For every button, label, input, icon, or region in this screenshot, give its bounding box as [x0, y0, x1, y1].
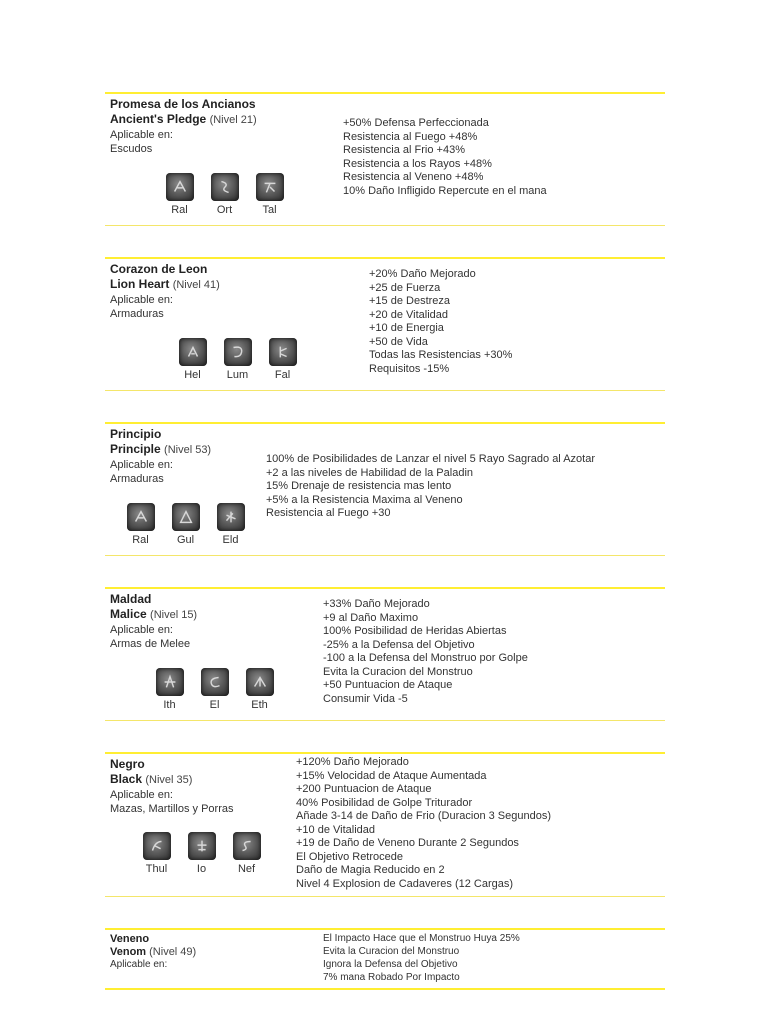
tal-rune-icon	[256, 173, 284, 201]
ral-rune-icon	[166, 173, 194, 201]
rune-el: El	[192, 668, 237, 711]
rune-io: Io	[179, 832, 224, 875]
separator	[105, 225, 665, 226]
runeword-lion-heart	[110, 262, 220, 321]
applicable-value: Armaduras	[110, 473, 164, 485]
separator	[105, 92, 665, 94]
applicable-label: Aplicable en:	[110, 129, 173, 141]
rune-thul: Thul	[134, 832, 179, 875]
rune-tal: Tal	[247, 173, 292, 216]
rune-list	[134, 832, 269, 875]
separator	[105, 390, 665, 391]
io-rune-icon	[188, 832, 216, 860]
ort-rune-icon	[211, 173, 239, 201]
runeword-name-es: Maldad	[110, 592, 152, 606]
rune-list	[170, 338, 305, 381]
separator	[105, 720, 665, 721]
applicable-label: Aplicable en:	[110, 459, 173, 471]
gul-rune-icon	[172, 503, 200, 531]
rune-list	[147, 668, 282, 711]
lum-rune-icon	[224, 338, 252, 366]
runeword-name-en: Principle (Nivel 53)	[110, 442, 212, 456]
applicable-label: Aplicable en:	[110, 789, 173, 801]
applicable-label: Aplicable en:	[110, 959, 168, 970]
property-list: +33% Daño Mejorado +9 al Daño Maximo 100% Posibilidad de Heridas Abiertas -25% a la Defensa del Objetivo -100 a la Defensa del Monstruo por Golpe Evita la Curacion del Monstruo +50 Puntuacion de Ataque Consumir Vida -5	[323, 598, 528, 705]
runeword-name-en: Ancient's Pledge (Nivel 21)	[110, 112, 257, 126]
separator	[105, 896, 665, 897]
eld-rune-icon	[217, 503, 245, 531]
rune-nef: Nef	[224, 832, 269, 875]
fal-rune-icon	[269, 338, 297, 366]
ith-rune-icon	[156, 668, 184, 696]
rune-list	[118, 503, 253, 546]
rune-fal: Fal	[260, 338, 305, 381]
runeword-name-en: Malice (Nivel 15)	[110, 607, 198, 621]
separator	[105, 555, 665, 556]
rune-hel: Hel	[170, 338, 215, 381]
runeword-malice	[110, 592, 197, 651]
runeword-name-es: Veneno	[110, 933, 150, 945]
separator	[105, 257, 665, 259]
applicable-value: Armaduras	[110, 308, 164, 320]
runeword-venom	[110, 933, 196, 971]
runeword-name-en: Black (Nivel 35)	[110, 772, 193, 786]
el-rune-icon	[201, 668, 229, 696]
rune-ral: Ral	[157, 173, 202, 216]
property-list: +20% Daño Mejorado +25 de Fuerza +15 de Destreza +20 de Vitalidad +10 de Energia +50 de Vida Todas las Resistencias +30% Requisitos -15%	[369, 268, 513, 375]
runeword-name-es: Promesa de los Ancianos	[110, 97, 256, 111]
hel-rune-icon	[179, 338, 207, 366]
ral-rune-icon	[127, 503, 155, 531]
rune-eld: Eld	[208, 503, 253, 546]
eth-rune-icon	[246, 668, 274, 696]
separator	[105, 988, 665, 990]
applicable-label: Aplicable en:	[110, 624, 173, 636]
runeword-name-es: Negro	[110, 757, 145, 771]
property-list: +120% Daño Mejorado +15% Velocidad de Ataque Aumentada +200 Puntuacion de Ataque 40% Posibilidad de Golpe Triturador Añade 3-14 de Daño de Frio (Duracion 3 Segundos) +10 de Vitalidad +19 de Daño de Veneno Durante 2 Segundos El Objetivo Retrocede Daño de Magia Reducido en 2 Nivel 4 Explosion de Cadaveres (12 Cargas)	[296, 756, 551, 890]
thul-rune-icon	[143, 832, 171, 860]
rune-ith: Ith	[147, 668, 192, 711]
rune-eth: Eth	[237, 668, 282, 711]
nef-rune-icon	[233, 832, 261, 860]
runeword-name-en: Venom (Nivel 49)	[110, 946, 197, 958]
property-list: 100% de Posibilidades de Lanzar el nivel 5 Rayo Sagrado al Azotar +2 a las niveles de Habilidad de la Paladin 15% Drenaje de resistencia mas lento +5% a la Resistencia Maxima al Veneno Resistencia al Fuego +30	[266, 453, 595, 519]
runeword-principle	[110, 427, 211, 486]
separator	[105, 422, 665, 424]
runeword-ancients-pledge	[110, 97, 257, 156]
rune-lum: Lum	[215, 338, 260, 381]
separator	[105, 752, 665, 754]
rune-list	[157, 173, 292, 216]
runeword-name-es: Corazon de Leon	[110, 262, 208, 276]
applicable-value: Mazas, Martillos y Porras	[110, 803, 234, 815]
applicable-value: Escudos	[110, 143, 153, 155]
runeword-black	[110, 757, 233, 816]
rune-gul: Gul	[163, 503, 208, 546]
applicable-value: Armas de Melee	[110, 638, 191, 650]
property-list: +50% Defensa Perfeccionada Resistencia al Fuego +48% Resistencia al Frio +43% Resistencia a los Rayos +48% Resistencia al Veneno +48% 10% Daño Infligido Repercute en el mana	[343, 117, 547, 197]
applicable-label: Aplicable en:	[110, 294, 173, 306]
runeword-name-en: Lion Heart (Nivel 41)	[110, 277, 220, 291]
separator	[105, 928, 665, 930]
runeword-name-es: Principio	[110, 427, 162, 441]
separator	[105, 587, 665, 589]
property-list: El Impacto Hace que el Monstruo Huya 25% Evita la Curacion del Monstruo Ignora la Defensa del Objetivo 7% mana Robado Por Impacto	[323, 933, 520, 983]
rune-ort: Ort	[202, 173, 247, 216]
rune-ral: Ral	[118, 503, 163, 546]
